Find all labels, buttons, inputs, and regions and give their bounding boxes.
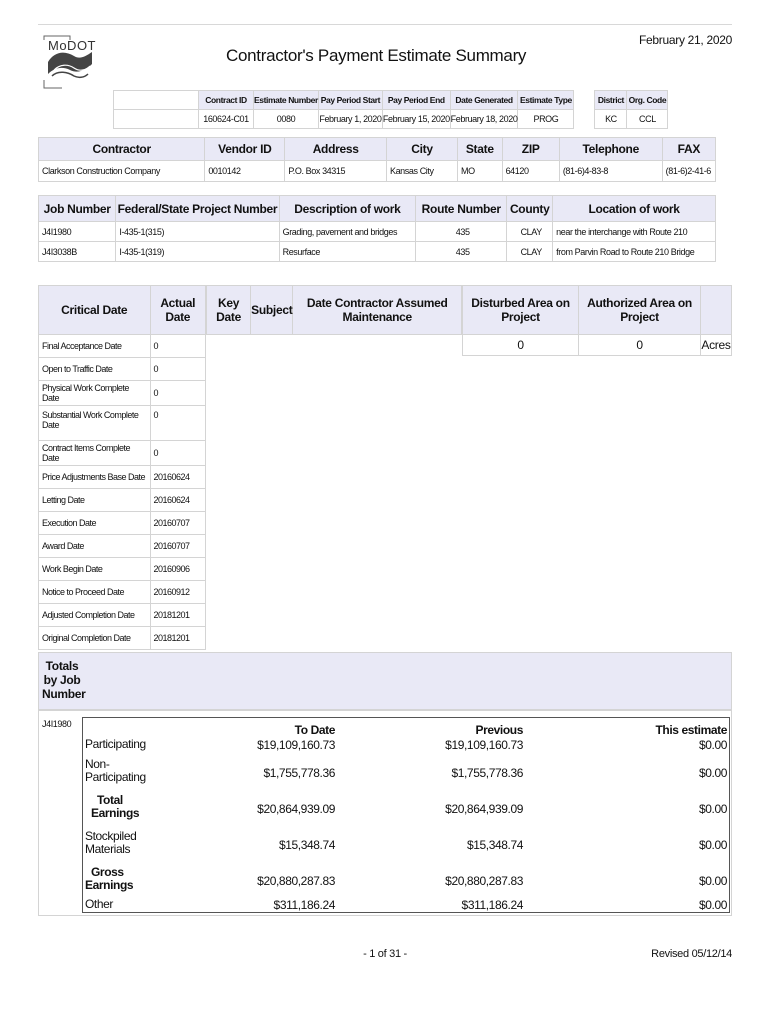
actual-date-value: 20181201 — [150, 604, 206, 627]
disturbed-area-header: Disturbed Area on Project — [463, 286, 579, 335]
description: Grading, pavement and bridges — [279, 222, 416, 242]
zip-value: 64120 — [502, 161, 559, 182]
district-header: District — [595, 91, 627, 110]
top-divider — [38, 24, 732, 25]
critical-date-label: Adjusted Completion Date — [39, 604, 151, 627]
subject-header: Subject — [251, 286, 293, 335]
address-value: P.O. Box 34315 — [285, 161, 387, 182]
telephone-header: Telephone — [559, 138, 662, 161]
critical-date-label: Open to Traffic Date — [39, 358, 151, 381]
job-number-header: Job Number — [39, 196, 116, 222]
route-number: 435 — [416, 222, 507, 242]
project-number-header: Federal/State Project Number — [116, 196, 279, 222]
table-row — [39, 222, 716, 242]
previous-value: $1,755,778.36 — [451, 766, 523, 780]
critical-date-label: Letting Date — [39, 489, 151, 512]
estimate-number-value: 0080 — [254, 110, 319, 129]
contractor-header: Contractor — [39, 138, 205, 161]
page-number: - 1 of 31 - — [363, 948, 407, 960]
to-date-value: $15,348.74 — [278, 838, 335, 852]
spacer-cell — [574, 91, 595, 110]
actual-date-value: 0 — [150, 358, 206, 381]
actual-date-value: 0 — [150, 441, 206, 466]
actual-date-value: 20160707 — [150, 512, 206, 535]
table-row — [39, 489, 206, 512]
estimate-type-value: PROG — [518, 110, 574, 129]
totals-body — [38, 710, 732, 916]
pay-period-start-header: Pay Period Start — [318, 91, 382, 110]
previous-value: $311,186.24 — [461, 898, 523, 912]
critical-date-label: Notice to Proceed Date — [39, 581, 151, 604]
revision-date: Revised 05/12/14 — [651, 948, 732, 960]
telephone-value: (81-6)4-83-8 — [559, 161, 662, 182]
contractor-name: Clarkson Construction Company — [39, 161, 205, 182]
disturbed-area-value: 0 — [463, 335, 579, 356]
critical-date-label: Price Adjustments Base Date — [39, 466, 151, 489]
project-number: I-435-1(315) — [116, 222, 279, 242]
actual-date-value: 20160912 — [150, 581, 206, 604]
to-date-value: $20,864,939.09 — [257, 802, 335, 816]
actual-date-value: 20160906 — [150, 558, 206, 581]
location-header: Location of work — [553, 196, 716, 222]
critical-dates-extra-headers — [206, 285, 462, 335]
job-table — [38, 195, 716, 262]
pay-period-end-header: Pay Period End — [382, 91, 450, 110]
this-estimate-value: $0.00 — [698, 898, 727, 912]
vendor-id-value: 0010142 — [205, 161, 285, 182]
totals-row-label: Total Earnings — [91, 793, 140, 820]
table-row — [39, 335, 206, 358]
report-date: February 21, 2020 — [639, 33, 732, 47]
table-row — [39, 242, 716, 262]
to-date-value: $20,880,287.83 — [257, 874, 335, 888]
previous-value: $20,864,939.09 — [445, 802, 523, 816]
critical-date-label: Execution Date — [39, 512, 151, 535]
district-value: KC — [595, 110, 627, 129]
actual-date-value: 20160624 — [150, 489, 206, 512]
blank-cell — [114, 110, 199, 129]
totals-row-label: Gross Earnings — [85, 865, 134, 892]
critical-date-label: Substantial Work Complete Date — [39, 406, 151, 441]
table-row — [39, 604, 206, 627]
estimate-number-header: Estimate Number — [254, 91, 319, 110]
table-row — [39, 381, 206, 406]
critical-date-label: Physical Work Complete Date — [39, 381, 151, 406]
this-estimate-value: $0.00 — [698, 838, 727, 852]
state-header: State — [457, 138, 502, 161]
authorized-area-header: Authorized Area on Project — [579, 286, 701, 335]
table-row — [39, 512, 206, 535]
totals-row-label: Participating — [85, 737, 146, 751]
vendor-id-header: Vendor ID — [205, 138, 285, 161]
actual-date-header: Actual Date — [150, 286, 206, 335]
fax-value: (81-6)2-41-6 — [662, 161, 715, 182]
city-header: City — [386, 138, 457, 161]
date-generated-value: February 18, 2020 — [450, 110, 518, 129]
to-date-value: $311,186.24 — [273, 898, 335, 912]
to-date-header: To Date — [294, 723, 335, 737]
org-code-header: Org. Code — [627, 91, 668, 110]
totals-job-number: J4I1980 — [42, 719, 72, 729]
table-row — [39, 558, 206, 581]
table-row — [39, 406, 206, 441]
date-generated-header: Date Generated — [450, 91, 518, 110]
to-date-value: $19,109,160.73 — [257, 738, 335, 752]
this-estimate-value: $0.00 — [698, 874, 727, 888]
route-number-header: Route Number — [416, 196, 507, 222]
critical-dates-table — [38, 285, 206, 650]
actual-date-value: 20160707 — [150, 535, 206, 558]
state-value: MO — [457, 161, 502, 182]
blank-cell — [114, 91, 199, 110]
table-row — [39, 535, 206, 558]
actual-date-value: 0 — [150, 381, 206, 406]
estimate-info-table — [113, 90, 668, 129]
fax-header: FAX — [662, 138, 715, 161]
critical-date-label: Original Completion Date — [39, 627, 151, 650]
logo-text: MoDOT — [48, 38, 96, 53]
this-estimate-header: This estimate — [655, 723, 727, 737]
city-value: Kansas City — [386, 161, 457, 182]
modot-logo — [40, 34, 110, 92]
area-unit: Acres — [701, 335, 732, 356]
pay-period-start-value: February 1, 2020 — [318, 110, 382, 129]
actual-date-value: 20160624 — [150, 466, 206, 489]
critical-date-label: Award Date — [39, 535, 151, 558]
table-row — [39, 466, 206, 489]
contract-id-value: 160624-C01 — [199, 110, 254, 129]
this-estimate-value: $0.00 — [698, 738, 727, 752]
table-row — [39, 358, 206, 381]
job-number: J4I3038B — [39, 242, 116, 262]
spacer-cell — [574, 110, 595, 129]
critical-date-header: Critical Date — [39, 286, 151, 335]
unit-header — [701, 286, 732, 335]
previous-value: $20,880,287.83 — [445, 874, 523, 888]
critical-date-label: Final Acceptance Date — [39, 335, 151, 358]
page-title: Contractor's Payment Estimate Summary — [226, 46, 527, 65]
critical-date-label: Contract Items Complete Date — [39, 441, 151, 466]
totals-grid — [82, 717, 730, 913]
estimate-type-header: Estimate Type — [518, 91, 574, 110]
actual-date-value: 20181201 — [150, 627, 206, 650]
totals-row-label: Non-Participating — [85, 757, 146, 784]
org-code-value: CCL — [627, 110, 668, 129]
this-estimate-value: $0.00 — [698, 802, 727, 816]
description-header: Description of work — [279, 196, 416, 222]
to-date-value: $1,755,778.36 — [263, 766, 335, 780]
pay-period-end-value: February 15, 2020 — [382, 110, 450, 129]
job-number: J4I1980 — [39, 222, 116, 242]
zip-header: ZIP — [502, 138, 559, 161]
contract-id-header: Contract ID — [199, 91, 254, 110]
critical-date-label: Work Begin Date — [39, 558, 151, 581]
county: CLAY — [507, 242, 553, 262]
totals-row-label: Other — [85, 897, 114, 911]
actual-date-value: 0 — [150, 335, 206, 358]
location: from Parvin Road to Route 210 Bridge — [553, 242, 716, 262]
table-row — [39, 627, 206, 650]
project-number: I-435-1(319) — [116, 242, 279, 262]
description: Resurface — [279, 242, 416, 262]
totals-header — [38, 652, 732, 710]
route-number: 435 — [416, 242, 507, 262]
this-estimate-value: $0.00 — [698, 766, 727, 780]
previous-value: $19,109,160.73 — [445, 738, 523, 752]
previous-value: $15,348.74 — [466, 838, 523, 852]
table-row — [39, 441, 206, 466]
totals-row-label: Stockpiled Materials — [85, 829, 137, 856]
county-header: County — [507, 196, 553, 222]
contractor-table — [38, 137, 716, 182]
address-header: Address — [285, 138, 387, 161]
county: CLAY — [507, 222, 553, 242]
maintenance-date-header: Date Contractor Assumed Maintenance — [293, 286, 462, 335]
key-date-header: Key Date — [207, 286, 251, 335]
table-row — [39, 581, 206, 604]
authorized-area-value: 0 — [579, 335, 701, 356]
totals-title: Totals by Job Number — [42, 659, 86, 701]
location: near the interchange with Route 210 — [553, 222, 716, 242]
previous-header: Previous — [475, 723, 523, 737]
area-table — [462, 285, 732, 356]
actual-date-value: 0 — [150, 406, 206, 441]
